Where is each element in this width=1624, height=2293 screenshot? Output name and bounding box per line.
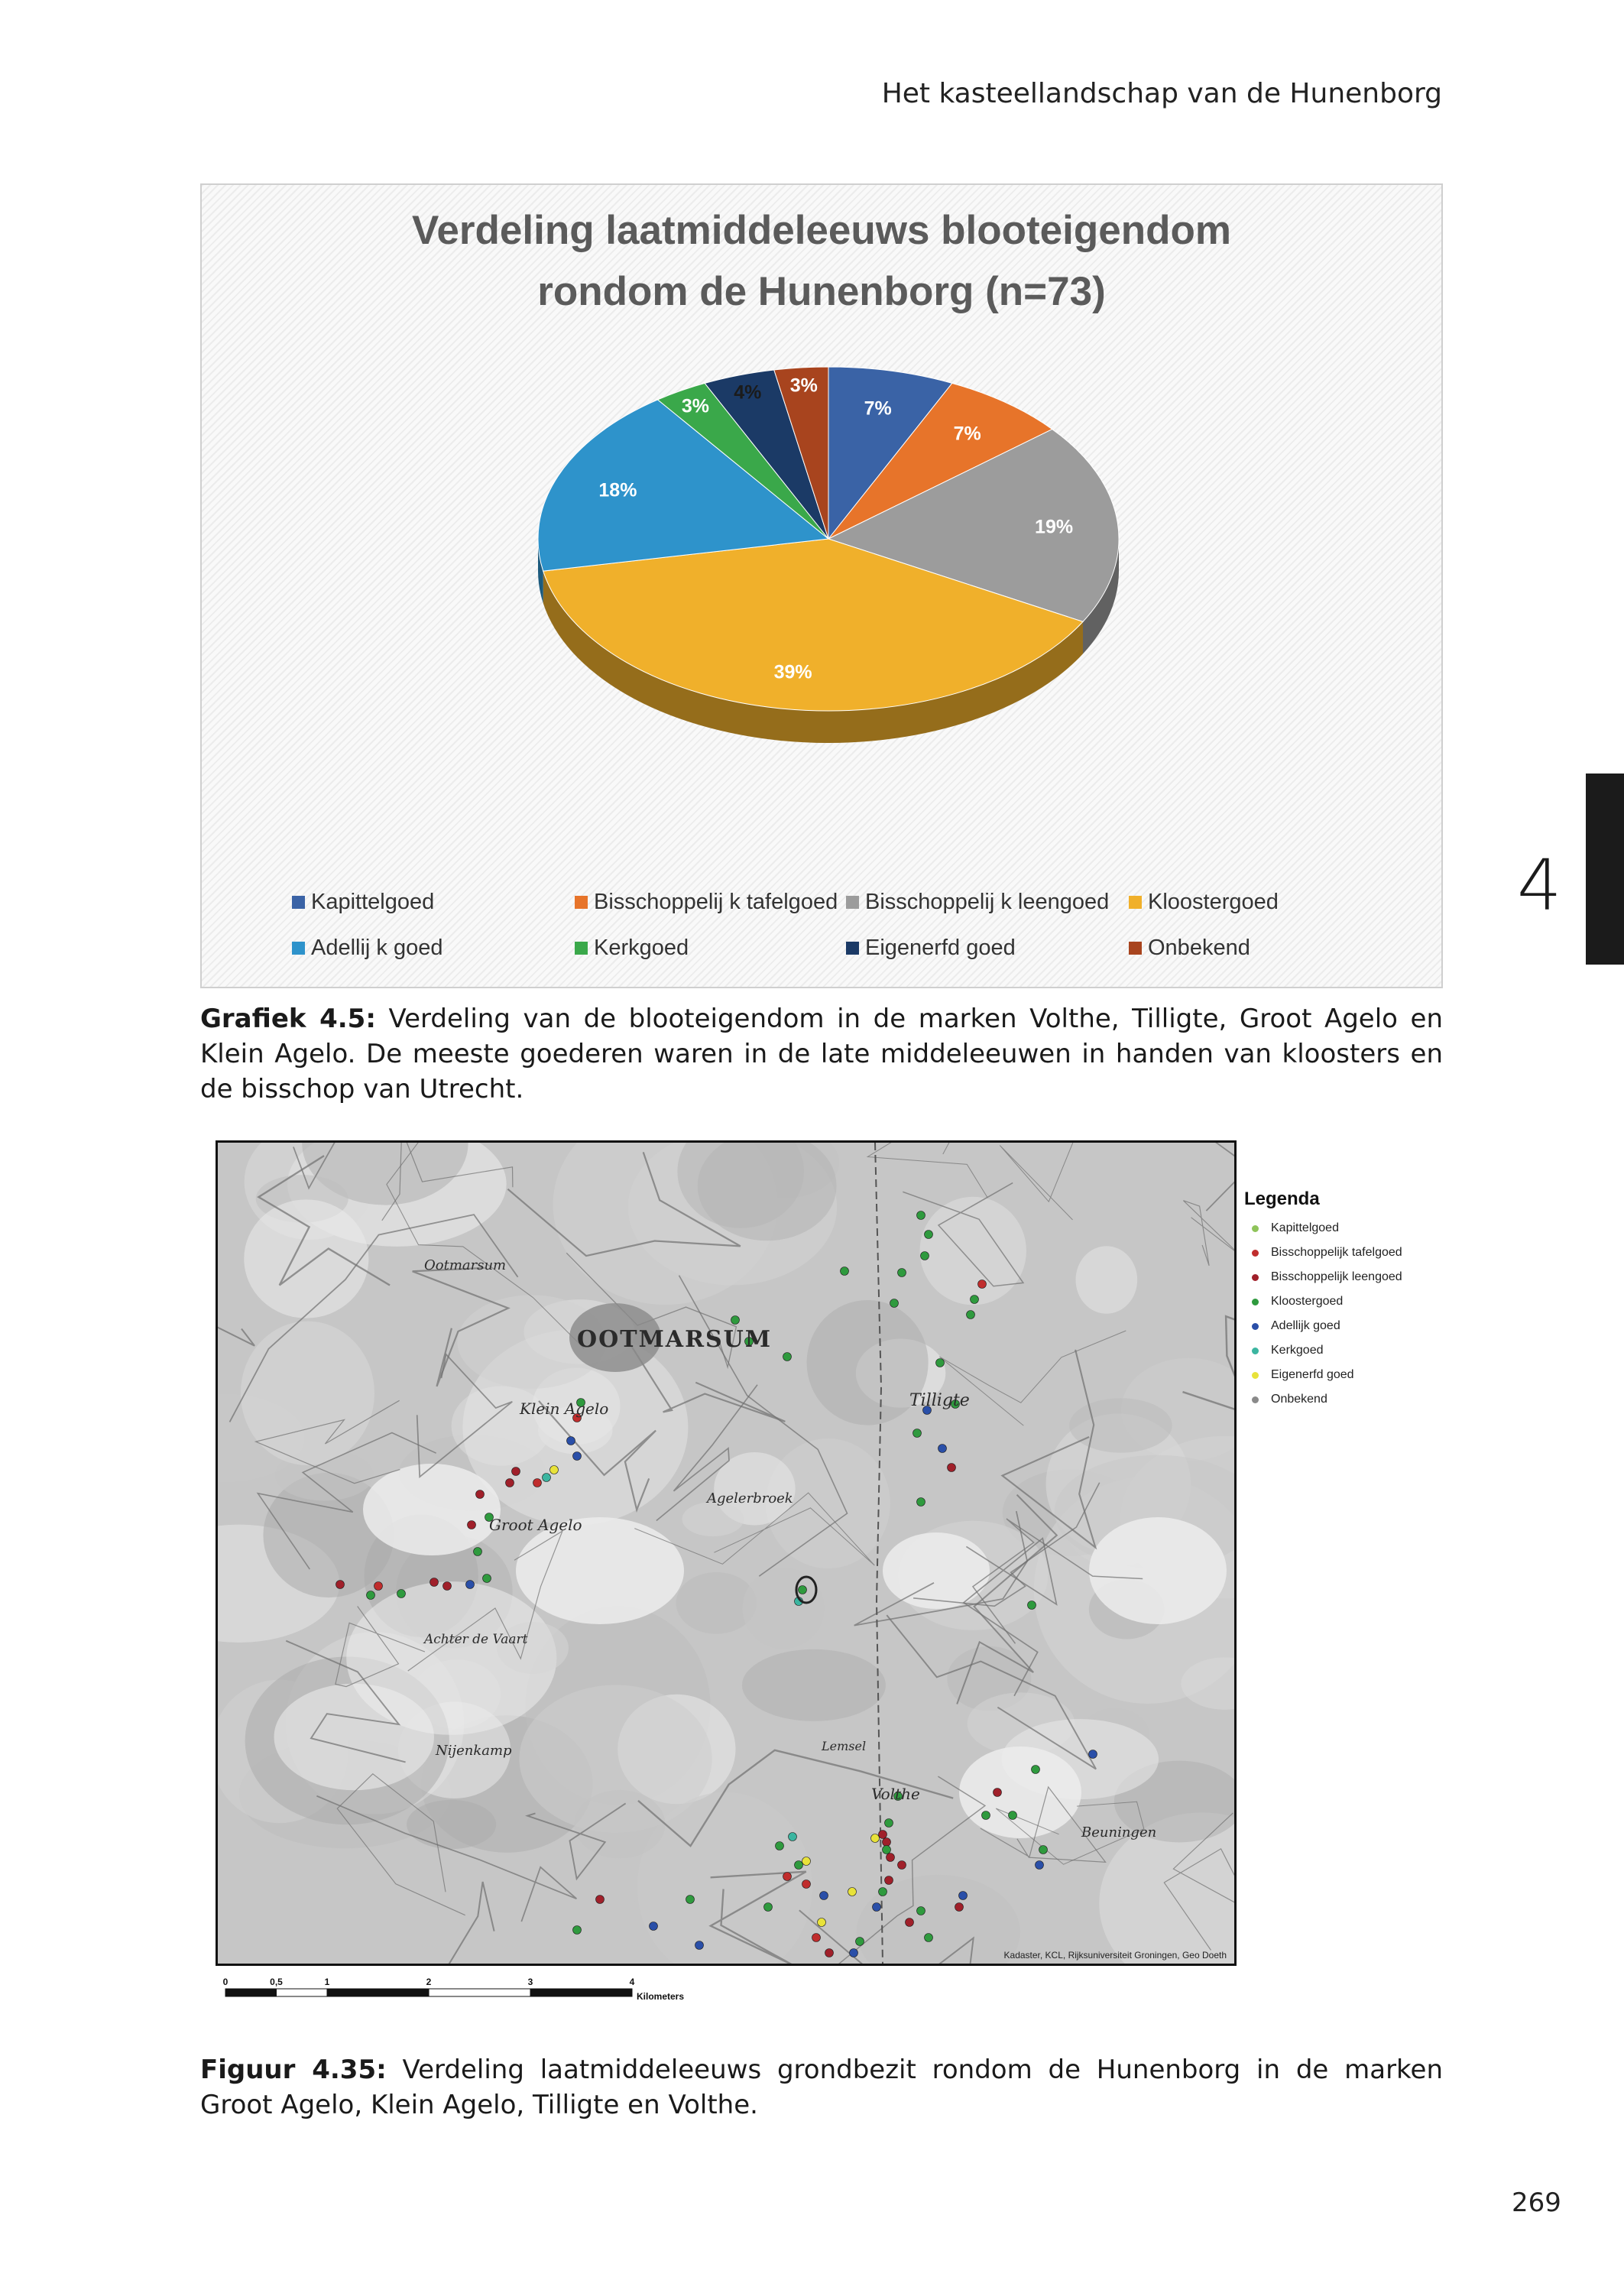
map-legend-items bbox=[1244, 1216, 1428, 1412]
map-terrain-patch bbox=[574, 1790, 665, 1858]
map-point bbox=[873, 1903, 881, 1912]
map-heath-field bbox=[959, 1747, 1081, 1838]
map-legend-dot-5 bbox=[1252, 1348, 1259, 1354]
map-legend-item-3 bbox=[1244, 1289, 1428, 1314]
map-point bbox=[917, 1211, 925, 1220]
scale-bar-segment bbox=[277, 1989, 328, 1996]
map-legend-label-1: Bisschoppelijk tafelgoed bbox=[1271, 1246, 1402, 1259]
pie-label-4: 18% bbox=[598, 479, 637, 501]
map-point bbox=[917, 1498, 925, 1507]
pie-chart bbox=[200, 183, 1443, 988]
map-heath-field bbox=[883, 1532, 990, 1609]
map-point bbox=[1039, 1846, 1048, 1854]
map-legend-item-4 bbox=[1244, 1314, 1428, 1338]
map-legend-item-5 bbox=[1244, 1338, 1428, 1363]
map-terrain-patch bbox=[407, 1800, 496, 1849]
map-point bbox=[650, 1922, 658, 1931]
map-legend-label-6: Eigenerfd goed bbox=[1271, 1368, 1354, 1381]
map-point bbox=[955, 1903, 964, 1912]
map-point bbox=[917, 1907, 925, 1915]
map-legend-dot-6 bbox=[1252, 1372, 1259, 1379]
map-point bbox=[573, 1926, 582, 1935]
map-point bbox=[802, 1857, 811, 1866]
map-caption-text: Verdeling laatmiddeleeuws grondbezit rondom de Hunenborg in de marken Groot Agelo, Klein Agelo, Tilligte en Volthe. bbox=[200, 2055, 1443, 2120]
map-legend-dot-3 bbox=[1252, 1299, 1259, 1305]
map-point bbox=[879, 1831, 887, 1839]
legend-label-0: Kapittelgoed bbox=[311, 890, 435, 914]
map-legend-item-1 bbox=[1244, 1241, 1428, 1265]
scale-bar-segment bbox=[530, 1989, 632, 1996]
map-label-achter-de-vaart: Achter de Vaart bbox=[424, 1632, 528, 1647]
map-point bbox=[994, 1789, 1002, 1797]
map-point bbox=[898, 1861, 906, 1870]
map-point bbox=[474, 1548, 482, 1556]
scale-bar-segment bbox=[429, 1989, 530, 1996]
map-terrain-patch bbox=[682, 1502, 744, 1536]
pie-plot bbox=[202, 185, 1441, 987]
map-point bbox=[776, 1842, 784, 1850]
map-point bbox=[925, 1934, 933, 1942]
map-point bbox=[764, 1903, 773, 1912]
map-terrain-patch bbox=[742, 1649, 886, 1721]
map-point bbox=[848, 1888, 857, 1896]
pie-label-2: 19% bbox=[1035, 516, 1074, 538]
map-point bbox=[978, 1280, 987, 1289]
map-heath-field bbox=[363, 1464, 501, 1555]
chart-title-line-2: rondom de Hunenborg (n=73) bbox=[537, 269, 1106, 314]
chapter-tab bbox=[1586, 774, 1624, 965]
map-label-klein-agelo: Klein Agelo bbox=[520, 1399, 609, 1418]
map-legend-label-0: Kapittelgoed bbox=[1271, 1221, 1339, 1234]
legend-item-1 bbox=[575, 890, 838, 915]
map-legend-title: Legenda bbox=[1244, 1189, 1320, 1209]
map-point bbox=[948, 1464, 956, 1472]
map-point bbox=[573, 1452, 582, 1461]
map-legend-dot-0 bbox=[1252, 1225, 1259, 1232]
legend-item-5 bbox=[575, 936, 689, 961]
map-point bbox=[967, 1311, 975, 1319]
map-point bbox=[898, 1269, 906, 1277]
map-point bbox=[397, 1590, 406, 1598]
map-legend bbox=[1244, 1189, 1428, 1412]
map-point bbox=[695, 1941, 704, 1950]
map-point bbox=[982, 1811, 990, 1820]
page-number: 269 bbox=[1512, 2188, 1561, 2218]
map-legend-dot-1 bbox=[1252, 1250, 1259, 1257]
legend-swatch-4 bbox=[292, 942, 305, 955]
map-point bbox=[856, 1938, 864, 1946]
map-point bbox=[1089, 1750, 1097, 1759]
map-point bbox=[731, 1316, 740, 1325]
map-terrain-patch bbox=[274, 1684, 434, 1790]
legend-item-6 bbox=[846, 936, 1016, 961]
map-point bbox=[533, 1479, 542, 1487]
map-credit: Kadaster, KCL, Rijksuniversiteit Groningen, Geo Doeth bbox=[1003, 1950, 1227, 1961]
legend-item-4 bbox=[292, 936, 443, 961]
map-point bbox=[925, 1231, 933, 1239]
legend-item-2 bbox=[846, 890, 1109, 915]
chart-caption-label: Grafiek 4.5: bbox=[200, 1004, 376, 1034]
scale-tick-label: 0,5 bbox=[270, 1977, 283, 1987]
legend-item-0 bbox=[292, 890, 434, 915]
map-legend-dot-4 bbox=[1252, 1323, 1259, 1330]
map-legend-item-6 bbox=[1244, 1363, 1428, 1387]
map-point bbox=[1009, 1811, 1017, 1820]
scale-bar-segment bbox=[327, 1989, 429, 1996]
map-legend-label-7: Onbekend bbox=[1271, 1393, 1327, 1406]
map-label-agelerbroek: Agelerbroek bbox=[707, 1490, 793, 1507]
scale-bar-segment bbox=[225, 1989, 277, 1996]
map-point bbox=[818, 1918, 826, 1927]
map-point bbox=[885, 1876, 893, 1885]
map-point bbox=[820, 1892, 828, 1900]
pie-label-7: 3% bbox=[789, 375, 818, 397]
map-legend-item-7 bbox=[1244, 1387, 1428, 1412]
map-legend-label-4: Adellijk goed bbox=[1271, 1319, 1340, 1332]
map-point bbox=[374, 1582, 383, 1591]
scale-tick-label: 1 bbox=[324, 1977, 330, 1987]
map-point bbox=[1028, 1601, 1036, 1610]
map-point bbox=[871, 1834, 880, 1843]
map-label-volthe: Volthe bbox=[871, 1785, 920, 1803]
legend-swatch-0 bbox=[292, 896, 305, 909]
map-label-groot-agelo: Groot Agelo bbox=[489, 1516, 582, 1534]
map-point bbox=[783, 1353, 792, 1361]
map-point bbox=[1036, 1861, 1044, 1870]
map-legend-label-5: Kerkgoed bbox=[1271, 1344, 1324, 1357]
map-legend-dot-2 bbox=[1252, 1274, 1259, 1281]
map-terrain-patch bbox=[919, 1197, 1026, 1305]
pie-label-5: 3% bbox=[681, 395, 709, 417]
legend-label-3: Kloostergoed bbox=[1148, 890, 1279, 914]
map-point bbox=[971, 1296, 979, 1304]
scale-tick-label: 0 bbox=[222, 1977, 229, 1987]
map-label-tilligte: Tilligte bbox=[909, 1391, 970, 1410]
map-legend-dot-7 bbox=[1252, 1396, 1259, 1403]
map-label-ootmarsum-small: Ootmarsum bbox=[424, 1257, 507, 1273]
pie-label-3: 39% bbox=[773, 661, 812, 683]
legend-label-1: Bisschoppelij k tafelgoed bbox=[594, 890, 838, 914]
map-point bbox=[799, 1586, 807, 1594]
map-point bbox=[336, 1581, 345, 1589]
map-legend-item-2 bbox=[1244, 1265, 1428, 1289]
map-caption-label: Figuur 4.35: bbox=[200, 2055, 387, 2085]
map-terrain-patch bbox=[1069, 1398, 1172, 1452]
legend-label-6: Eigenerfd goed bbox=[865, 936, 1016, 960]
legend-swatch-1 bbox=[575, 896, 588, 909]
map-point bbox=[959, 1892, 968, 1900]
map-point bbox=[789, 1833, 797, 1841]
pie-label-0: 7% bbox=[864, 397, 892, 420]
map-point bbox=[483, 1575, 491, 1583]
map-point bbox=[825, 1949, 834, 1957]
pie-label-6: 4% bbox=[734, 381, 762, 404]
legend-label-7: Onbekend bbox=[1148, 936, 1250, 960]
chart-caption-text: Verdeling van de blooteigendom in de marken Volthe, Tilligte, Groot Agelo en Klein Agelo. De meeste goederen waren in de late middeleeuwen in handen van kloosters en de bisschop van Utrecht. bbox=[200, 1004, 1444, 1104]
map-point bbox=[443, 1582, 452, 1591]
map-point bbox=[1032, 1766, 1040, 1774]
map-heath-field bbox=[1089, 1517, 1227, 1624]
map-label-lemsel: Lemsel bbox=[822, 1739, 867, 1753]
scale-tick-label: 2 bbox=[426, 1977, 432, 1987]
map-label-nijenkamp: Nijenkamp bbox=[436, 1743, 512, 1759]
map-terrain-patch bbox=[1076, 1246, 1138, 1313]
map-legend-label-2: Bisschoppelijk leengoed bbox=[1271, 1270, 1402, 1283]
map-point bbox=[430, 1578, 439, 1587]
scale-unit-label: Kilometers bbox=[637, 1991, 685, 2002]
map-point bbox=[543, 1474, 551, 1482]
map-caption bbox=[200, 2052, 1443, 2123]
legend-label-4: Adellij k goed bbox=[311, 936, 443, 960]
map-point bbox=[795, 1861, 803, 1870]
scale-bar bbox=[222, 1976, 718, 2014]
map-point bbox=[802, 1880, 811, 1889]
map-point bbox=[596, 1896, 605, 1904]
legend-swatch-7 bbox=[1129, 942, 1142, 955]
map-terrain-patch bbox=[244, 1199, 368, 1318]
map-point bbox=[936, 1359, 945, 1367]
map-point bbox=[512, 1468, 520, 1476]
map-legend-item-0 bbox=[1244, 1216, 1428, 1241]
map-point bbox=[883, 1846, 891, 1854]
running-header: Het kasteellandschap van de Hunenborg bbox=[881, 78, 1442, 109]
legend-swatch-6 bbox=[846, 942, 859, 955]
map-point bbox=[921, 1252, 929, 1260]
map-point bbox=[367, 1591, 375, 1600]
map-terrain-patch bbox=[497, 1622, 569, 1674]
map-point bbox=[906, 1918, 914, 1927]
map-point bbox=[841, 1267, 849, 1276]
map-label-ootmarsum-big: OOTMARSUM bbox=[577, 1326, 773, 1353]
map-point bbox=[466, 1581, 475, 1589]
legend-swatch-2 bbox=[846, 896, 859, 909]
map-point bbox=[850, 1949, 858, 1957]
chart-caption bbox=[200, 1001, 1443, 1107]
legend-item-7 bbox=[1129, 936, 1250, 961]
scale-tick-label: 3 bbox=[527, 1977, 533, 1987]
historical-map bbox=[216, 1140, 1237, 1966]
chart-legend bbox=[292, 890, 1362, 978]
map-point bbox=[938, 1445, 947, 1453]
map-legend-label-3: Kloostergoed bbox=[1271, 1295, 1344, 1308]
map-point bbox=[883, 1838, 891, 1847]
map-point bbox=[812, 1934, 821, 1942]
map-point bbox=[783, 1873, 792, 1881]
legend-item-3 bbox=[1129, 890, 1279, 915]
map-point bbox=[686, 1896, 695, 1904]
map-point bbox=[567, 1437, 575, 1445]
map-point bbox=[879, 1888, 887, 1896]
map-point bbox=[550, 1466, 559, 1474]
scale-tick-label: 4 bbox=[629, 1977, 635, 1987]
map-point bbox=[506, 1479, 514, 1487]
legend-swatch-3 bbox=[1129, 896, 1142, 909]
legend-swatch-5 bbox=[575, 942, 588, 955]
map-label-beuningen: Beuningen bbox=[1081, 1824, 1157, 1841]
map-point bbox=[468, 1521, 476, 1529]
pie-label-1: 7% bbox=[953, 423, 981, 445]
legend-label-5: Kerkgoed bbox=[594, 936, 689, 960]
map-point bbox=[890, 1299, 899, 1308]
chapter-number: 4 bbox=[1517, 845, 1562, 926]
map-point bbox=[476, 1490, 485, 1499]
map-point bbox=[885, 1819, 893, 1828]
map-point bbox=[887, 1854, 895, 1862]
chart-title-line-1: Verdeling laatmiddeleeuws blooteigendom bbox=[412, 208, 1231, 253]
map-point bbox=[913, 1429, 922, 1438]
legend-label-2: Bisschoppelij k leengoed bbox=[865, 890, 1110, 914]
